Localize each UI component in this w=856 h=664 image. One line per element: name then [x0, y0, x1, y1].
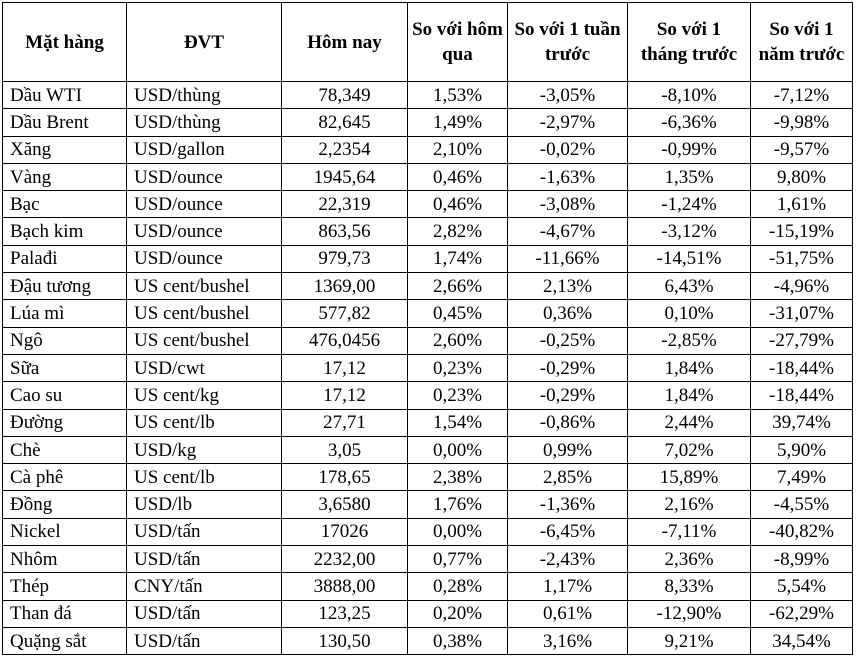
change-month-cell: 2,44%: [628, 409, 751, 436]
commodity-name-cell: Thép: [3, 573, 127, 600]
price-today-cell: 17,12: [282, 382, 408, 409]
change-year-cell: 5,54%: [751, 573, 853, 600]
unit-cell: US cent/bushel: [127, 300, 282, 327]
unit-cell: US cent/kg: [127, 382, 282, 409]
commodity-name-cell: Ngô: [3, 327, 127, 354]
commodity-name-cell: Sữa: [3, 354, 127, 381]
change-year-cell: -9,57%: [751, 136, 853, 163]
table-row: [3, 573, 853, 600]
change-day-cell: 0,45%: [408, 300, 508, 327]
change-day-cell: 0,38%: [408, 627, 508, 654]
change-day-cell: 0,23%: [408, 354, 508, 381]
price-today-cell: 78,349: [282, 82, 408, 109]
change-day-cell: 0,28%: [408, 573, 508, 600]
commodity-name-cell: Cao su: [3, 382, 127, 409]
change-month-cell: -0,99%: [628, 136, 751, 163]
price-today-cell: 979,73: [282, 245, 408, 272]
commodity-name-cell: Than đá: [3, 600, 127, 627]
change-month-cell: 1,84%: [628, 354, 751, 381]
change-year-cell: 7,49%: [751, 464, 853, 491]
price-today-cell: 577,82: [282, 300, 408, 327]
change-week-cell: -1,36%: [508, 491, 628, 518]
change-month-cell: 0,10%: [628, 300, 751, 327]
change-day-cell: 0,46%: [408, 163, 508, 190]
change-year-cell: 34,54%: [751, 627, 853, 654]
table-row: [3, 627, 853, 654]
commodity-name-cell: Quặng sắt: [3, 627, 127, 654]
table-row: [3, 82, 853, 109]
change-year-cell: -8,99%: [751, 546, 853, 573]
change-week-cell: 0,36%: [508, 300, 628, 327]
unit-cell: USD/ounce: [127, 191, 282, 218]
change-month-cell: -14,51%: [628, 245, 751, 272]
price-today-cell: 27,71: [282, 409, 408, 436]
unit-cell: US cent/lb: [127, 464, 282, 491]
unit-cell: USD/cwt: [127, 354, 282, 381]
change-week-cell: 0,99%: [508, 436, 628, 463]
commodity-name-cell: Dầu Brent: [3, 109, 127, 136]
table-row: [3, 300, 853, 327]
commodity-name-cell: Bạc: [3, 191, 127, 218]
unit-cell: USD/tấn: [127, 546, 282, 573]
header-cell: So với 1 tháng trước: [628, 3, 751, 82]
price-today-cell: 3,6580: [282, 491, 408, 518]
unit-cell: US cent/bushel: [127, 327, 282, 354]
change-month-cell: 8,33%: [628, 573, 751, 600]
change-day-cell: 0,46%: [408, 191, 508, 218]
table-row: [3, 518, 853, 545]
table-row: [3, 245, 853, 272]
table-row: [3, 191, 853, 218]
table-body: [3, 82, 853, 655]
change-day-cell: 1,53%: [408, 82, 508, 109]
change-week-cell: -3,08%: [508, 191, 628, 218]
table-row: [3, 327, 853, 354]
change-year-cell: -15,19%: [751, 218, 853, 245]
change-week-cell: 0,61%: [508, 600, 628, 627]
change-day-cell: 2,10%: [408, 136, 508, 163]
commodity-name-cell: Đường: [3, 409, 127, 436]
change-day-cell: 2,82%: [408, 218, 508, 245]
change-month-cell: 2,36%: [628, 546, 751, 573]
change-day-cell: 2,66%: [408, 273, 508, 300]
table-row: [3, 218, 853, 245]
commodity-name-cell: Nhôm: [3, 546, 127, 573]
change-year-cell: -18,44%: [751, 354, 853, 381]
header-cell: ĐVT: [127, 3, 282, 82]
change-week-cell: 3,16%: [508, 627, 628, 654]
commodity-name-cell: Vàng: [3, 163, 127, 190]
change-month-cell: 1,84%: [628, 382, 751, 409]
change-month-cell: -12,90%: [628, 600, 751, 627]
commodity-name-cell: Xăng: [3, 136, 127, 163]
change-year-cell: -18,44%: [751, 382, 853, 409]
change-month-cell: -7,11%: [628, 518, 751, 545]
change-day-cell: 0,00%: [408, 436, 508, 463]
change-month-cell: 1,35%: [628, 163, 751, 190]
table-row: [3, 409, 853, 436]
change-year-cell: 1,61%: [751, 191, 853, 218]
commodity-name-cell: Chè: [3, 436, 127, 463]
header-cell: So với hôm qua: [408, 3, 508, 82]
price-today-cell: 1369,00: [282, 273, 408, 300]
change-week-cell: -0,29%: [508, 354, 628, 381]
unit-cell: USD/tấn: [127, 518, 282, 545]
price-today-cell: 17,12: [282, 354, 408, 381]
unit-cell: CNY/tấn: [127, 573, 282, 600]
table-row: [3, 464, 853, 491]
change-month-cell: -6,36%: [628, 109, 751, 136]
change-month-cell: 6,43%: [628, 273, 751, 300]
change-day-cell: 0,00%: [408, 518, 508, 545]
unit-cell: USD/gallon: [127, 136, 282, 163]
price-today-cell: 123,25: [282, 600, 408, 627]
change-week-cell: 1,17%: [508, 573, 628, 600]
change-month-cell: 15,89%: [628, 464, 751, 491]
change-year-cell: -9,98%: [751, 109, 853, 136]
change-year-cell: 9,80%: [751, 163, 853, 190]
price-today-cell: 178,65: [282, 464, 408, 491]
change-week-cell: -0,02%: [508, 136, 628, 163]
change-day-cell: 1,49%: [408, 109, 508, 136]
commodity-name-cell: Đậu tương: [3, 273, 127, 300]
price-today-cell: 1945,64: [282, 163, 408, 190]
change-year-cell: 39,74%: [751, 409, 853, 436]
change-year-cell: -62,29%: [751, 600, 853, 627]
unit-cell: USD/ounce: [127, 245, 282, 272]
change-day-cell: 0,77%: [408, 546, 508, 573]
commodity-name-cell: Bạch kim: [3, 218, 127, 245]
change-month-cell: -2,85%: [628, 327, 751, 354]
price-today-cell: 2232,00: [282, 546, 408, 573]
change-day-cell: 2,60%: [408, 327, 508, 354]
change-day-cell: 1,76%: [408, 491, 508, 518]
unit-cell: USD/lb: [127, 491, 282, 518]
unit-cell: USD/thùng: [127, 109, 282, 136]
price-today-cell: 3,05: [282, 436, 408, 463]
unit-cell: USD/kg: [127, 436, 282, 463]
change-week-cell: -4,67%: [508, 218, 628, 245]
unit-cell: USD/ounce: [127, 218, 282, 245]
change-year-cell: -51,75%: [751, 245, 853, 272]
change-month-cell: -3,12%: [628, 218, 751, 245]
price-today-cell: 476,0456: [282, 327, 408, 354]
change-month-cell: 9,21%: [628, 627, 751, 654]
change-day-cell: 0,20%: [408, 600, 508, 627]
header-cell: So với 1 tuần trước: [508, 3, 628, 82]
change-day-cell: 0,23%: [408, 382, 508, 409]
change-year-cell: -27,79%: [751, 327, 853, 354]
change-day-cell: 2,38%: [408, 464, 508, 491]
commodity-name-cell: Palađi: [3, 245, 127, 272]
table-row: [3, 491, 853, 518]
change-week-cell: -0,86%: [508, 409, 628, 436]
commodity-name-cell: Đồng: [3, 491, 127, 518]
change-week-cell: -6,45%: [508, 518, 628, 545]
header-cell: So với 1 năm trước: [751, 3, 853, 82]
change-day-cell: 1,54%: [408, 409, 508, 436]
change-month-cell: 7,02%: [628, 436, 751, 463]
commodity-name-cell: Cà phê: [3, 464, 127, 491]
table-row: [3, 136, 853, 163]
change-year-cell: -31,07%: [751, 300, 853, 327]
change-week-cell: -0,25%: [508, 327, 628, 354]
change-week-cell: -2,43%: [508, 546, 628, 573]
price-today-cell: 2,2354: [282, 136, 408, 163]
header-row: [3, 3, 853, 82]
price-today-cell: 3888,00: [282, 573, 408, 600]
change-year-cell: 5,90%: [751, 436, 853, 463]
table-row: [3, 163, 853, 190]
unit-cell: US cent/bushel: [127, 273, 282, 300]
change-year-cell: -4,96%: [751, 273, 853, 300]
change-week-cell: 2,85%: [508, 464, 628, 491]
change-day-cell: 1,74%: [408, 245, 508, 272]
change-week-cell: -1,63%: [508, 163, 628, 190]
price-today-cell: 863,56: [282, 218, 408, 245]
change-week-cell: -0,29%: [508, 382, 628, 409]
change-year-cell: -7,12%: [751, 82, 853, 109]
table-row: [3, 354, 853, 381]
change-week-cell: -2,97%: [508, 109, 628, 136]
table-row: [3, 546, 853, 573]
change-year-cell: -4,55%: [751, 491, 853, 518]
table-row: [3, 600, 853, 627]
unit-cell: USD/ounce: [127, 163, 282, 190]
change-week-cell: -3,05%: [508, 82, 628, 109]
unit-cell: US cent/lb: [127, 409, 282, 436]
unit-cell: USD/tấn: [127, 627, 282, 654]
change-week-cell: 2,13%: [508, 273, 628, 300]
price-today-cell: 22,319: [282, 191, 408, 218]
table-row: [3, 273, 853, 300]
change-month-cell: 2,16%: [628, 491, 751, 518]
change-year-cell: -40,82%: [751, 518, 853, 545]
unit-cell: USD/thùng: [127, 82, 282, 109]
commodity-price-table: [2, 2, 853, 655]
header-cell: Mặt hàng: [3, 3, 127, 82]
price-today-cell: 130,50: [282, 627, 408, 654]
commodity-name-cell: Dầu WTI: [3, 82, 127, 109]
unit-cell: USD/tấn: [127, 600, 282, 627]
price-today-cell: 17026: [282, 518, 408, 545]
table-row: [3, 436, 853, 463]
change-week-cell: -11,66%: [508, 245, 628, 272]
table-row: [3, 382, 853, 409]
change-month-cell: -8,10%: [628, 82, 751, 109]
change-month-cell: -1,24%: [628, 191, 751, 218]
price-today-cell: 82,645: [282, 109, 408, 136]
commodity-name-cell: Nickel: [3, 518, 127, 545]
table-row: [3, 109, 853, 136]
commodity-name-cell: Lúa mì: [3, 300, 127, 327]
header-cell: Hôm nay: [282, 3, 408, 82]
